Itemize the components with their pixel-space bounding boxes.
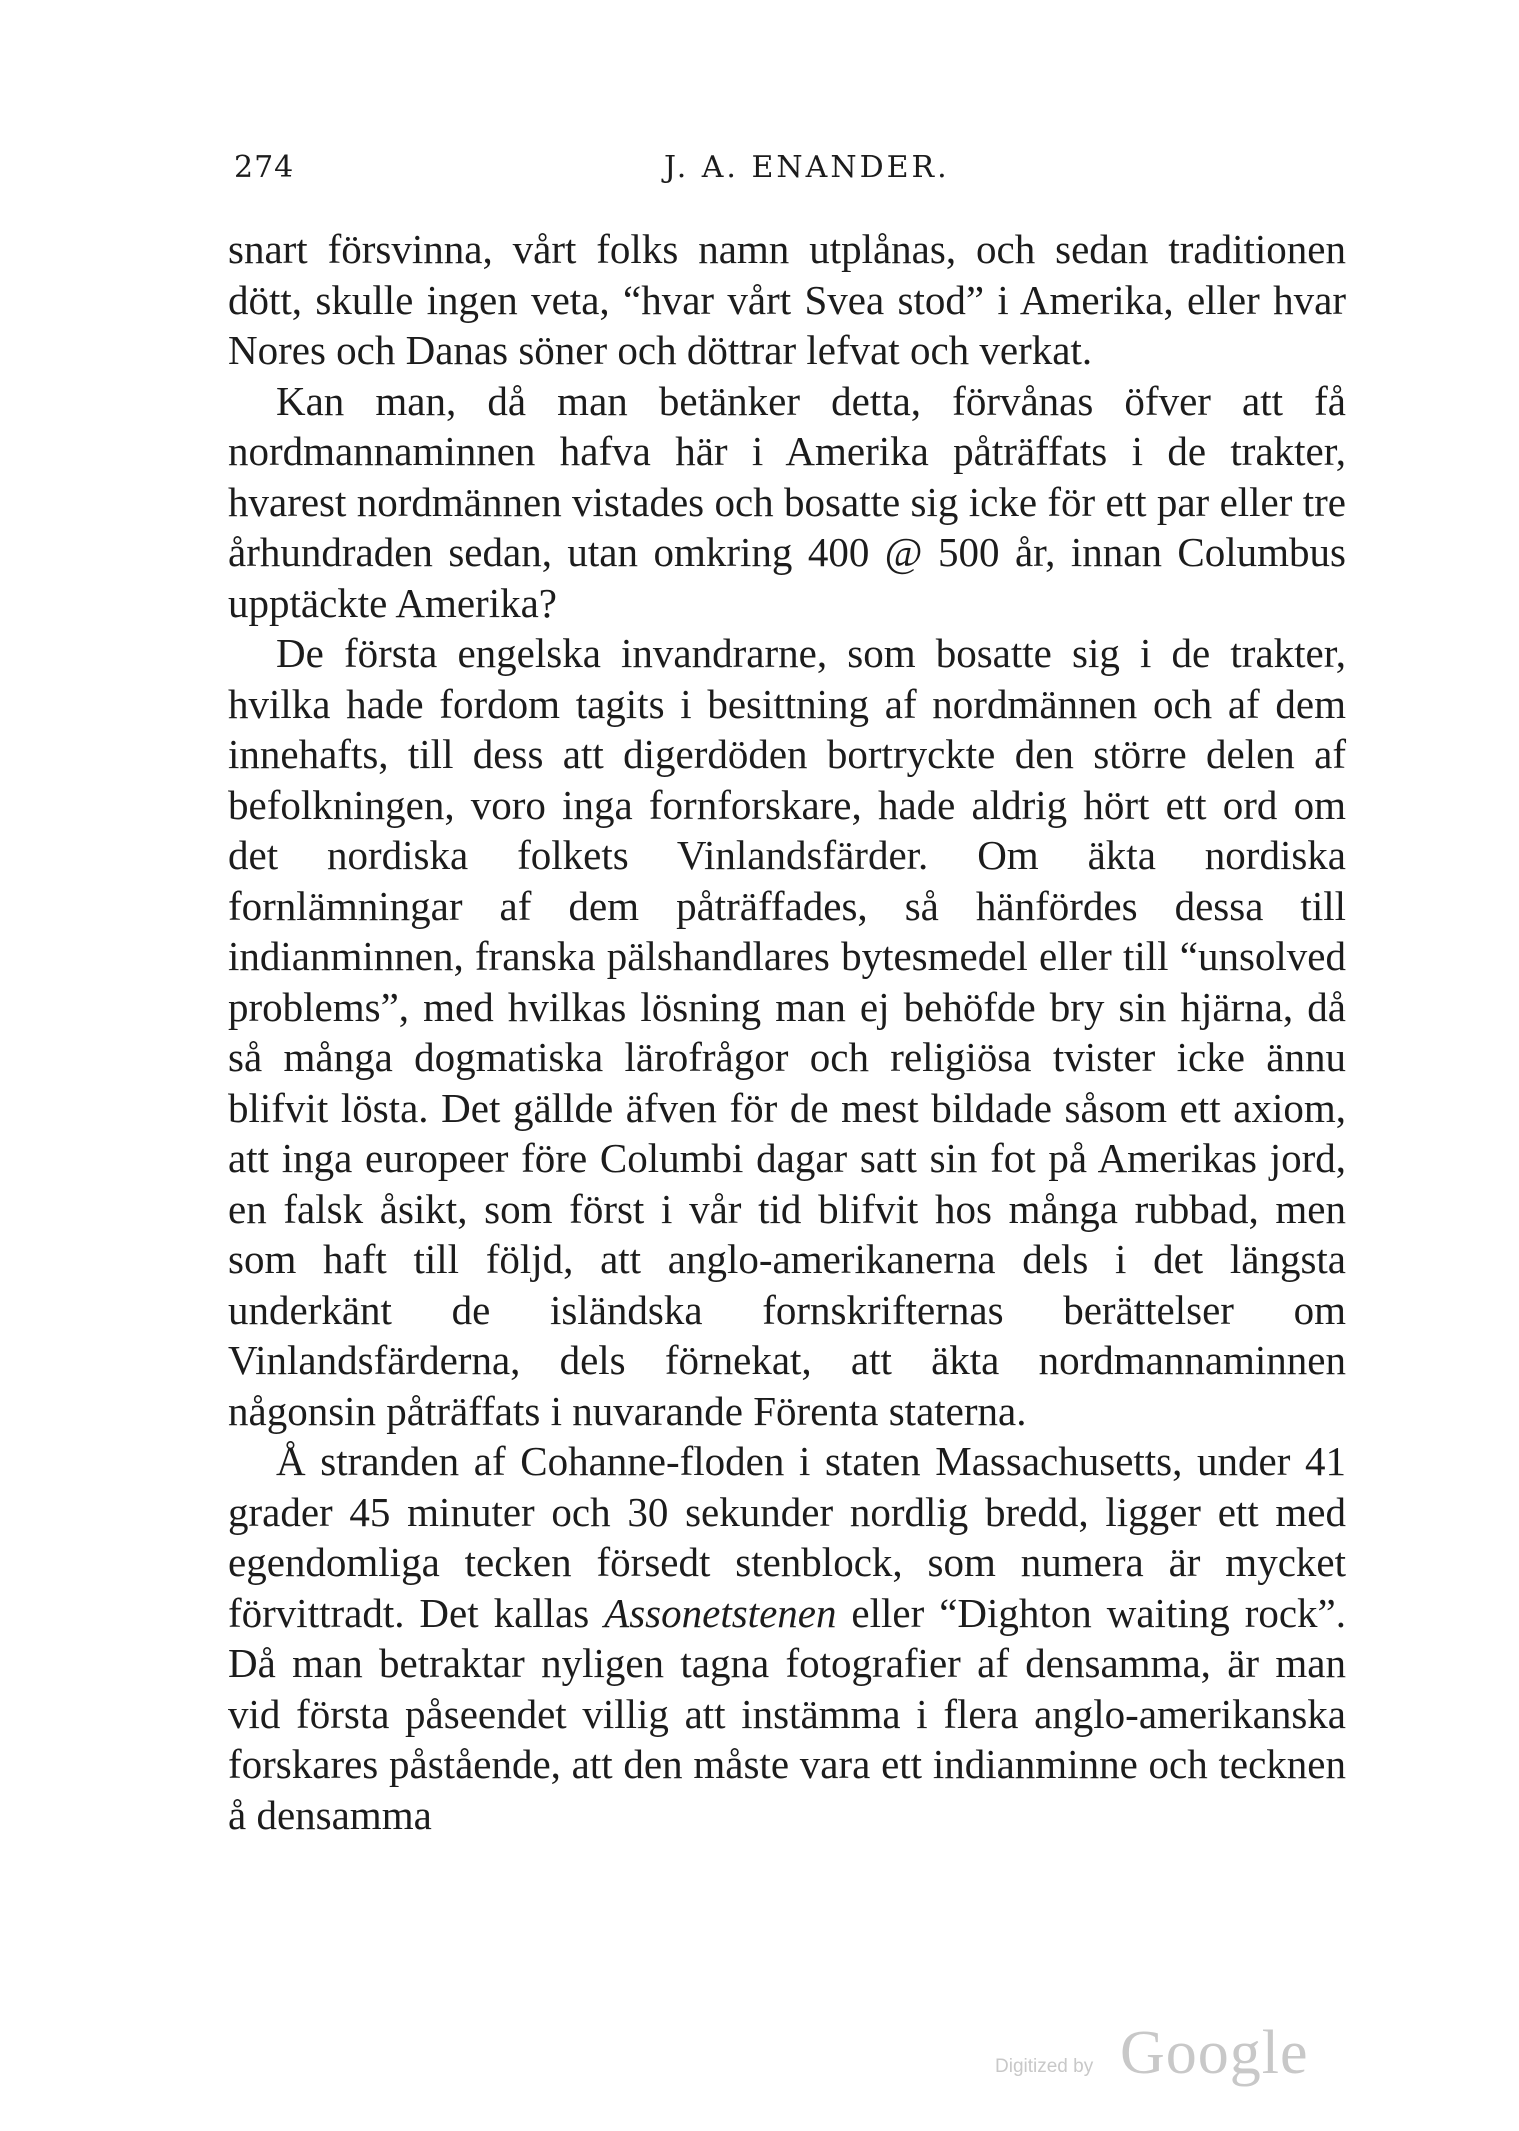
paragraph-1: snart försvinna, vårt folks namn utplånas, och sedan traditionen dött, skulle ingen veta, “hvar vårt Svea stod” i Amerika, eller hvar Nores och Danas söner och döttrar lefvat och verkat. — [228, 226, 1346, 373]
paragraph-3: De första engelska invandrarne, som bosatte sig i de trakter, hvilka hade fordom tagits i besittning af nordmännen och af dem innehafts, till dess att digerdöden bortryckte den större delen af befolkningen, voro inga fornforskare, hade aldrig hört ett ord om det nordiska folkets Vinlandsfärder. Om äkta nordiska fornlämningar af dem påträffades, så hänfördes dessa till indianminnen, franska pälshandlares bytesmedel eller till “unsolved problems”, med hvilkas lösning man ej behöfde bry sin hjärna, då så många dogmatiska lärofrågor och religiösa tvister icke ännu blifvit lösta. Det gällde äfven för de mest bildade såsom ett axiom, att inga europeer före Columbi dagar satt sin fot på Amerikas jord, en falsk åsikt, som först i vår tid blifvit hos många rubbad, men som haft till följd, att anglo-amerikanerna dels i det längsta underkänt de isländska fornskrifternas berättelser om Vinlandsfärderna, dels förnekat, att äkta nordmannaminnen någonsin påträffats i nuvarande Förenta staterna. — [228, 630, 1346, 1434]
paragraph-4-text-before: Å stranden af Cohanne-floden i staten Massachusetts, under 41 grader 45 minuter och 30 sekunder nordlig bredd, ligger ett med egendomliga tecken försedt stenblock, som numera är mycket förvittradt. Det kallas — [228, 1438, 1346, 1636]
paragraph-4-emphasis: Assonetstenen — [604, 1589, 837, 1636]
running-head — [234, 150, 1342, 210]
paragraph-2: Kan man, då man betänker detta, förvånas öfver att få nordmannaminnen hafva här i Amerika påträffats i de trakter, hvarest nordmännen vistades och bosatte sig icke för ett par eller tre århundraden sedan, utan omkring 400 @ 500 år, innan Columbus upptäckte Amerika? — [228, 377, 1346, 626]
google-logo: Google — [1120, 2019, 1309, 2087]
running-title: J. A. ENANDER. — [664, 150, 950, 185]
paragraph-4 — [228, 1436, 1346, 1840]
digitized-watermark — [995, 2018, 1325, 2098]
page-number: 274 — [234, 150, 295, 185]
body-text — [228, 224, 1346, 1840]
watermark-prefix: Digitized by — [995, 2056, 1094, 2077]
paragraph-4-text-after: eller “Dighton waiting rock”. Då man betraktar nyligen tagna fotografier af densamma, är man vid första påseendet villig att instämma i flera anglo-amerikanska forskares påstående, att den måste vara ett indianminne och tecknen å densamma — [228, 1589, 1346, 1838]
